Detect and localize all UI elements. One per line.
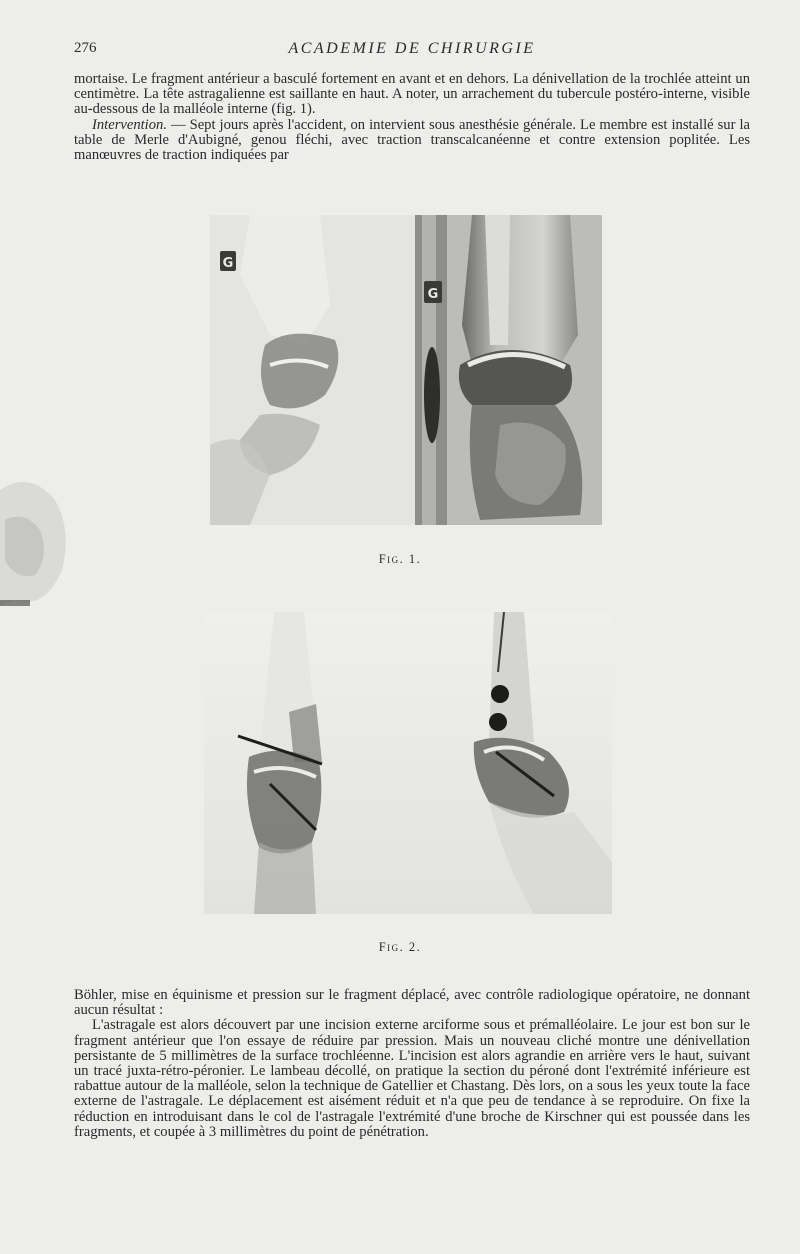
intervention-heading: Intervention. bbox=[92, 116, 167, 133]
paragraph-intervention bbox=[74, 118, 750, 164]
figure-2-caption: Fig. 2. bbox=[378, 940, 422, 954]
svg-text:G: G bbox=[427, 287, 439, 302]
figure-1-caption: Fig. 1. bbox=[378, 552, 422, 566]
side-marker-left bbox=[220, 251, 236, 271]
paragraph-operation: L'astragale est alors découvert par une incision externe arciforme sous et prémalléolaire. Le jour est bon sur le fragment antérieur que l'on essaye de réduire par pression. Mais un nouveau cliché montre une dénivellation persistante de 5 millimètres de la surface trochléenne. L'incision est alors agrandie en arrière vers le haut, suivant un tracé juxta-rétro-péronier. Le lambeau décollé, on pratique la section du péroné dont l'extrémité inférieure est rabattue autour de la malléole, selon la technique de Gatellier et Chastang. Dès lors, on a sous les yeux toute la face externe de l'astragale. Le déplacement est aisément réduit et n'a que peu de tendance à se reproduire. On fixe la réduction en introduisant dans le col de l'astragale l'extrémité d'une broche de Kirschner qui est poussée dans les fragments, et coupée à 3 millimètres du point de pénétration. bbox=[74, 1017, 750, 1140]
side-marker-right bbox=[424, 281, 442, 303]
running-title: ACADEMIE DE CHIRURGIE bbox=[288, 40, 536, 57]
screw-head-lower bbox=[489, 713, 507, 731]
paragraph-fracture-description: mortaise. Le fragment antérieur a basculé fortement en avant et en dehors. La dénivellation de la trochlée atteint un centimètre. La tête astragalienne est saillante en haut. A noter, un arrachement du tubercule postéro-interne, visible au-dessous de la malléole interne (fig. 1). bbox=[74, 71, 750, 118]
figure-2-radiograph bbox=[204, 612, 612, 914]
page-number: 276 bbox=[74, 40, 97, 56]
svg-text:G: G bbox=[222, 256, 234, 271]
bottom-text-block bbox=[74, 988, 750, 1140]
top-text-block bbox=[74, 72, 750, 163]
margin-stain bbox=[0, 460, 75, 620]
screw-head-upper bbox=[491, 685, 509, 703]
page-header bbox=[74, 40, 750, 62]
paragraph-bohler: Böhler, mise en équinisme et pression sur le fragment déplacé, avec contrôle radiologique opératoire, ne donnant aucun résultat : bbox=[74, 987, 750, 1019]
intervention-body: — Sept jours après l'accident, on intervient sous anesthésie générale. Le membre est installé sur la table de Merle d'Aubigné, genou fléchi, avec traction transcalcanéenne et contre extension poplitée. Les manœuvres de traction indiquées par bbox=[74, 116, 750, 164]
figure-1-radiograph bbox=[210, 215, 602, 525]
